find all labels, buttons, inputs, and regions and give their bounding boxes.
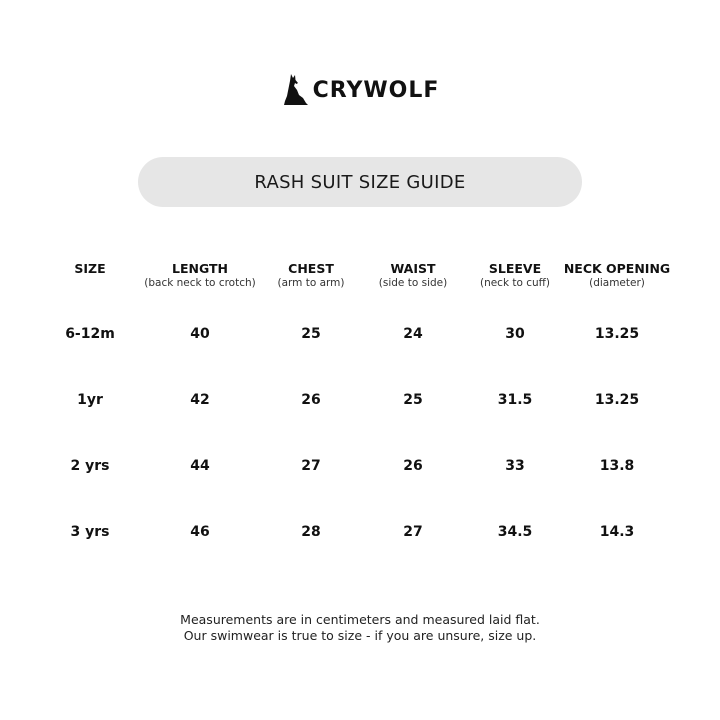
table-cell-sleeve: 31.5 bbox=[497, 392, 533, 408]
table-cell-waist: 26 bbox=[403, 458, 423, 474]
table-cell-length: 44 bbox=[190, 458, 210, 474]
brand-name: CRYWOLF bbox=[312, 78, 440, 103]
guide-title: RASH SUIT SIZE GUIDE bbox=[138, 157, 582, 207]
col-subheader-sleeve: (neck to cuff) bbox=[479, 277, 551, 289]
col-header-size: SIZE bbox=[74, 261, 106, 276]
col-subheader-waist: (side to side) bbox=[378, 277, 448, 289]
table-cell-neck-opening: 13.25 bbox=[594, 326, 640, 342]
table-cell-chest: 25 bbox=[301, 326, 321, 342]
col-header-sleeve: SLEEVE bbox=[488, 261, 542, 276]
footer-note-sizing: Our swimwear is true to size - if you are unsure, size up. bbox=[183, 628, 537, 643]
col-subheader-neck-opening: (diameter) bbox=[589, 277, 645, 289]
col-header-neck-opening: NECK OPENING bbox=[563, 261, 671, 276]
table-cell-size: 1yr bbox=[77, 392, 103, 408]
table-cell-waist: 24 bbox=[403, 326, 423, 342]
table-cell-neck-opening: 14.3 bbox=[599, 524, 635, 540]
footer-note-measurements: Measurements are in centimeters and measured laid flat. bbox=[180, 612, 540, 627]
table-cell-sleeve: 30 bbox=[505, 326, 525, 342]
table-cell-chest: 26 bbox=[301, 392, 321, 408]
col-subheader-chest: (arm to arm) bbox=[277, 277, 345, 289]
table-cell-size: 3 yrs bbox=[70, 524, 110, 540]
table-cell-neck-opening: 13.8 bbox=[599, 458, 635, 474]
table-cell-length: 46 bbox=[190, 524, 210, 540]
howling-wolf-icon bbox=[281, 72, 309, 106]
table-cell-waist: 27 bbox=[403, 524, 423, 540]
table-cell-chest: 28 bbox=[301, 524, 321, 540]
brand-logo-inner bbox=[281, 70, 440, 108]
table-cell-size: 6-12m bbox=[65, 326, 115, 342]
brand-logo bbox=[0, 70, 720, 108]
col-header-waist: WAIST bbox=[390, 261, 436, 276]
table-cell-length: 42 bbox=[190, 392, 210, 408]
table-cell-sleeve: 34.5 bbox=[497, 524, 533, 540]
col-subheader-length: (back neck to crotch) bbox=[144, 277, 256, 289]
table-cell-sleeve: 33 bbox=[505, 458, 525, 474]
table-cell-chest: 27 bbox=[301, 458, 321, 474]
col-header-length: LENGTH bbox=[172, 261, 228, 276]
table-cell-length: 40 bbox=[190, 326, 210, 342]
col-header-chest: CHEST bbox=[288, 261, 334, 276]
table-cell-neck-opening: 13.25 bbox=[594, 392, 640, 408]
table-cell-waist: 25 bbox=[403, 392, 423, 408]
table-cell-size: 2 yrs bbox=[70, 458, 110, 474]
